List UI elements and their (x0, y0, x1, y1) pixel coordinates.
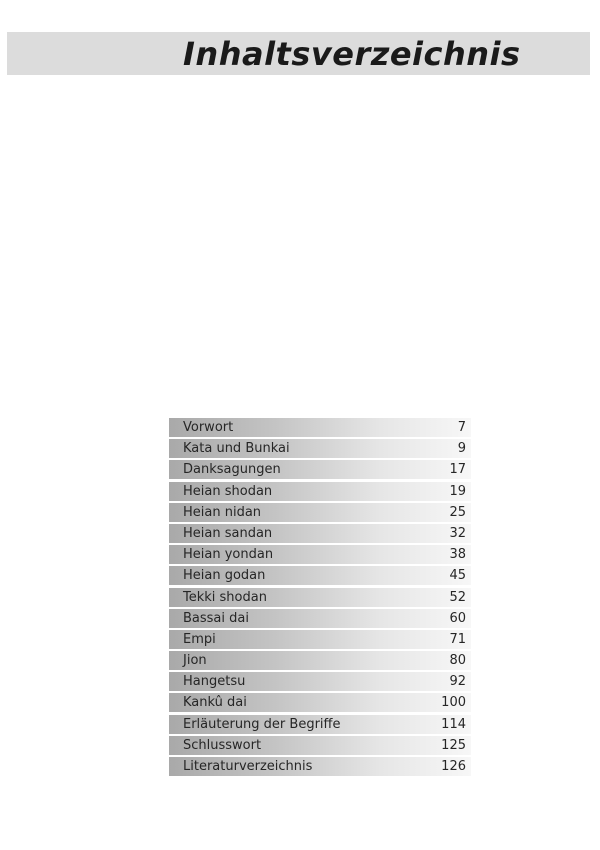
toc-label: Hangetsu (183, 674, 246, 690)
toc-page-number: 32 (449, 525, 466, 541)
page-title: Inhaltsverzeichnis (183, 35, 521, 73)
toc-row-erlaeuterung-der-begriffe[interactable] (169, 715, 471, 734)
toc-row-bassai-dai[interactable] (169, 609, 471, 628)
toc-label: Vorwort (183, 420, 234, 435)
toc-row-schlusswort[interactable] (169, 736, 471, 755)
toc-label: Heian yondan (183, 547, 274, 563)
toc-label: Heian nidan (183, 504, 262, 520)
toc-row-kanku-dai[interactable] (169, 693, 471, 712)
toc-label: Bassai dai (183, 610, 249, 626)
toc-page-number: 60 (449, 610, 466, 626)
toc-label: Erläuterung der Begriffe (183, 716, 341, 732)
toc-page-number: 19 (449, 483, 466, 499)
toc-page-number: 125 (441, 737, 466, 753)
toc-label: Heian godan (183, 568, 266, 584)
toc-page-number: 80 (449, 653, 466, 669)
toc-row-empi[interactable] (169, 630, 471, 649)
toc-row-heian-godan[interactable] (169, 566, 471, 585)
toc-page-number: 92 (449, 674, 466, 690)
toc-page-number: 114 (441, 716, 466, 732)
toc-row-heian-shodan[interactable] (169, 482, 471, 501)
toc-page-number: 52 (449, 589, 466, 605)
toc-row-heian-nidan[interactable] (169, 503, 471, 522)
toc-page-number: 38 (449, 547, 466, 563)
toc-label: Heian shodan (183, 483, 273, 499)
toc-row-danksagungen[interactable] (169, 460, 471, 479)
toc-page-number: 7 (457, 420, 466, 435)
toc-row-hangetsu[interactable] (169, 672, 471, 691)
toc-label: Heian sandan (183, 525, 273, 541)
toc-label: Jion (183, 653, 207, 669)
toc-page-number: 9 (457, 441, 466, 457)
toc-label: Kankû dai (183, 695, 247, 711)
toc-label: Schlusswort (183, 737, 262, 753)
toc-page-number: 45 (449, 568, 466, 584)
toc-row-jion[interactable] (169, 651, 471, 670)
toc-row-heian-sandan[interactable] (169, 524, 471, 543)
toc-page-number: 17 (449, 462, 466, 478)
toc-row-heian-yondan[interactable] (169, 545, 471, 564)
toc-label: Kata und Bunkai (183, 441, 290, 457)
toc-page-number: 126 (441, 759, 466, 774)
toc-label: Empi (183, 631, 216, 647)
toc-label: Danksagungen (183, 462, 281, 478)
toc-row-literaturverzeichnis[interactable] (169, 757, 471, 776)
table-of-contents (169, 418, 471, 778)
toc-row-tekki-shodan[interactable] (169, 588, 471, 607)
toc-label: Tekki shodan (183, 589, 267, 605)
toc-page-number: 100 (441, 695, 466, 711)
toc-label: Literaturverzeichnis (183, 759, 313, 774)
toc-row-vorwort[interactable] (169, 418, 471, 437)
toc-row-kata-und-bunkai[interactable] (169, 439, 471, 458)
toc-page-number: 71 (449, 631, 466, 647)
toc-page-number: 25 (449, 504, 466, 520)
